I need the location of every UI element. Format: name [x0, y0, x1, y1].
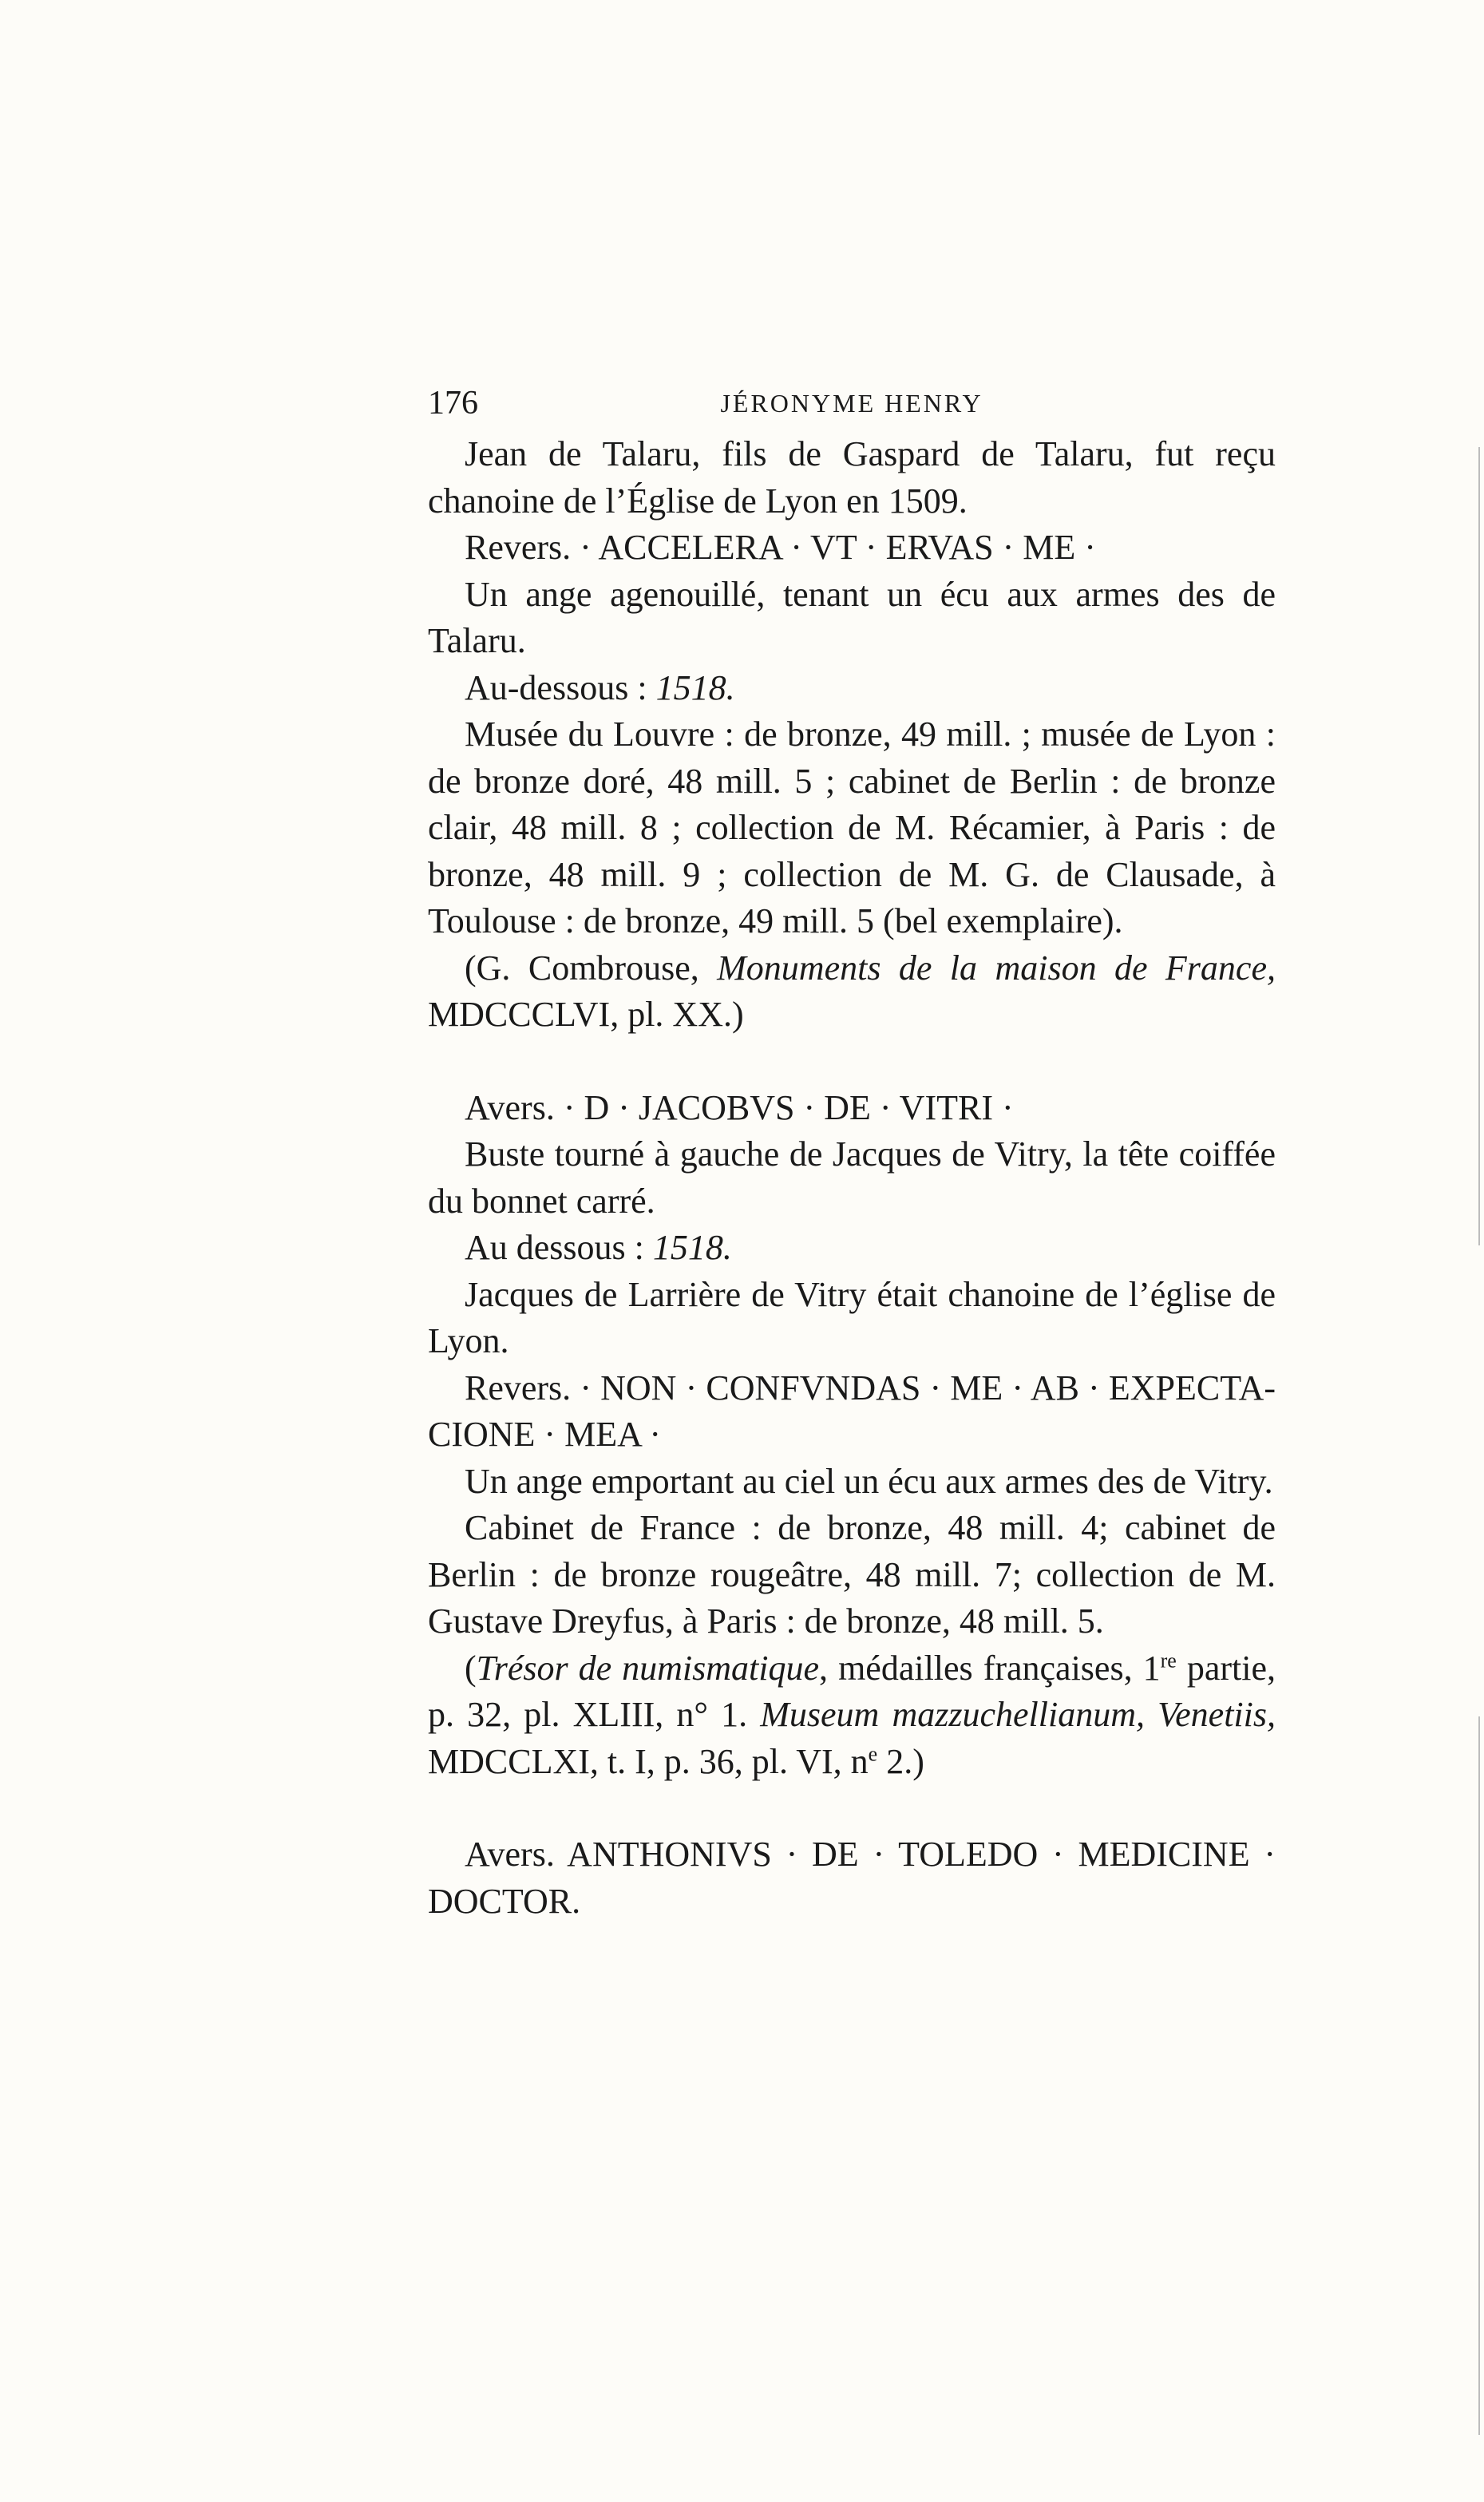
paragraph-revers-2: Revers. · NON · CONFVNDAS · ME · AB · EXPECTA-CIONE · MEA ·	[428, 1368, 1276, 1454]
paragraph-avers-toledo: Avers. ANTHONIVS · DE · TOLEDO · MEDICINE · DOCTOR.	[428, 1835, 1276, 1921]
label-au-dessous: Au dessous :	[465, 1228, 653, 1267]
paragraph-larriere: Jacques de Larrière de Vitry était chanoine de l’église de Lyon.	[428, 1274, 1276, 1360]
date-1518: 1518.	[652, 1228, 732, 1267]
paragraph-ange-1: Un ange agenouillé, tenant un écu aux armes des de Talaru.	[428, 574, 1276, 660]
citation-rest: 2.)	[877, 1741, 924, 1781]
label-au-dessous: Au-dessous :	[465, 667, 656, 707]
paragraph-collections-2: Cabinet de France : de bronze, 48 mill. 4; cabinet de Berlin : de bronze rougeâtre, 48 mill. 7; collection de M. Gustave Dreyfus, à Paris : de bronze, 48 mill. 5.	[428, 1508, 1276, 1641]
citation-rest: MDCCCLVI, pl. XX.)	[428, 995, 744, 1034]
paragraph-collections-1: Musée du Louvre : de bronze, 49 mill. ; musée de Lyon : de bronze doré, 48 mill. 5 ; cabinet de Berlin : de bronze clair, 48 mill. 8 ; collection de M. Récamier, à Paris : de bronze, 48 mill. 9 ; collection de M. G. de Clausade, à Toulouse : de bronze, 49 mill. 5 (bel exemplaire).	[428, 715, 1276, 940]
superscript: e	[868, 1741, 878, 1765]
citation-author: (G. Combrouse,	[465, 948, 718, 988]
page-edge-shadow	[1478, 447, 1480, 1245]
running-title: JÉRONYME HENRY	[720, 389, 983, 418]
paragraph-talaru: Jean de Talaru, fils de Gaspard de Talaru, fut reçu chanoine de l’Église de Lyon en 1509.	[428, 434, 1276, 521]
citation-title: Monuments de la maison de France,	[717, 948, 1276, 988]
paren: (	[465, 1648, 477, 1688]
book-page	[428, 375, 1276, 1925]
citation-rest: partie, p. 32, pl. XLIII, n° 1.	[428, 1648, 1276, 1734]
paragraph-avers-vitri: Avers. · D · JACOBVS · DE · VITRI ·	[465, 1087, 1014, 1127]
paragraph-citation-1	[428, 945, 1276, 1039]
paragraph-revers-1: Revers. · ACCELERA · VT · ERVAS · ME ·	[465, 528, 1096, 567]
paragraph-au-dessous-1	[428, 665, 1276, 712]
paragraph-au-dessous-2	[428, 1225, 1276, 1272]
paragraph-citation-2	[428, 1645, 1276, 1786]
citation-rest: , médailles françaises, 1	[819, 1648, 1161, 1688]
page-edge-shadow	[1478, 1716, 1480, 2435]
citation-title: Trésor de numismatique	[476, 1648, 820, 1688]
citation-title: Museum mazzuchellianum, Venetiis,	[760, 1695, 1276, 1734]
paragraph-ange-2: Un ange emportant au ciel un écu aux armes des de Vitry.	[465, 1461, 1273, 1501]
date-1518: 1518.	[655, 667, 735, 707]
paragraph-buste: Buste tourné à gauche de Jacques de Vitry, la tête coiffée du bonnet carré.	[428, 1134, 1276, 1221]
running-head	[428, 375, 1276, 431]
citation-rest: MDCCLXI, t. I, p. 36, pl. VI, n	[428, 1741, 869, 1781]
page-number: 176	[428, 385, 478, 422]
superscript: re	[1160, 1648, 1177, 1672]
body-text	[428, 431, 1276, 1925]
